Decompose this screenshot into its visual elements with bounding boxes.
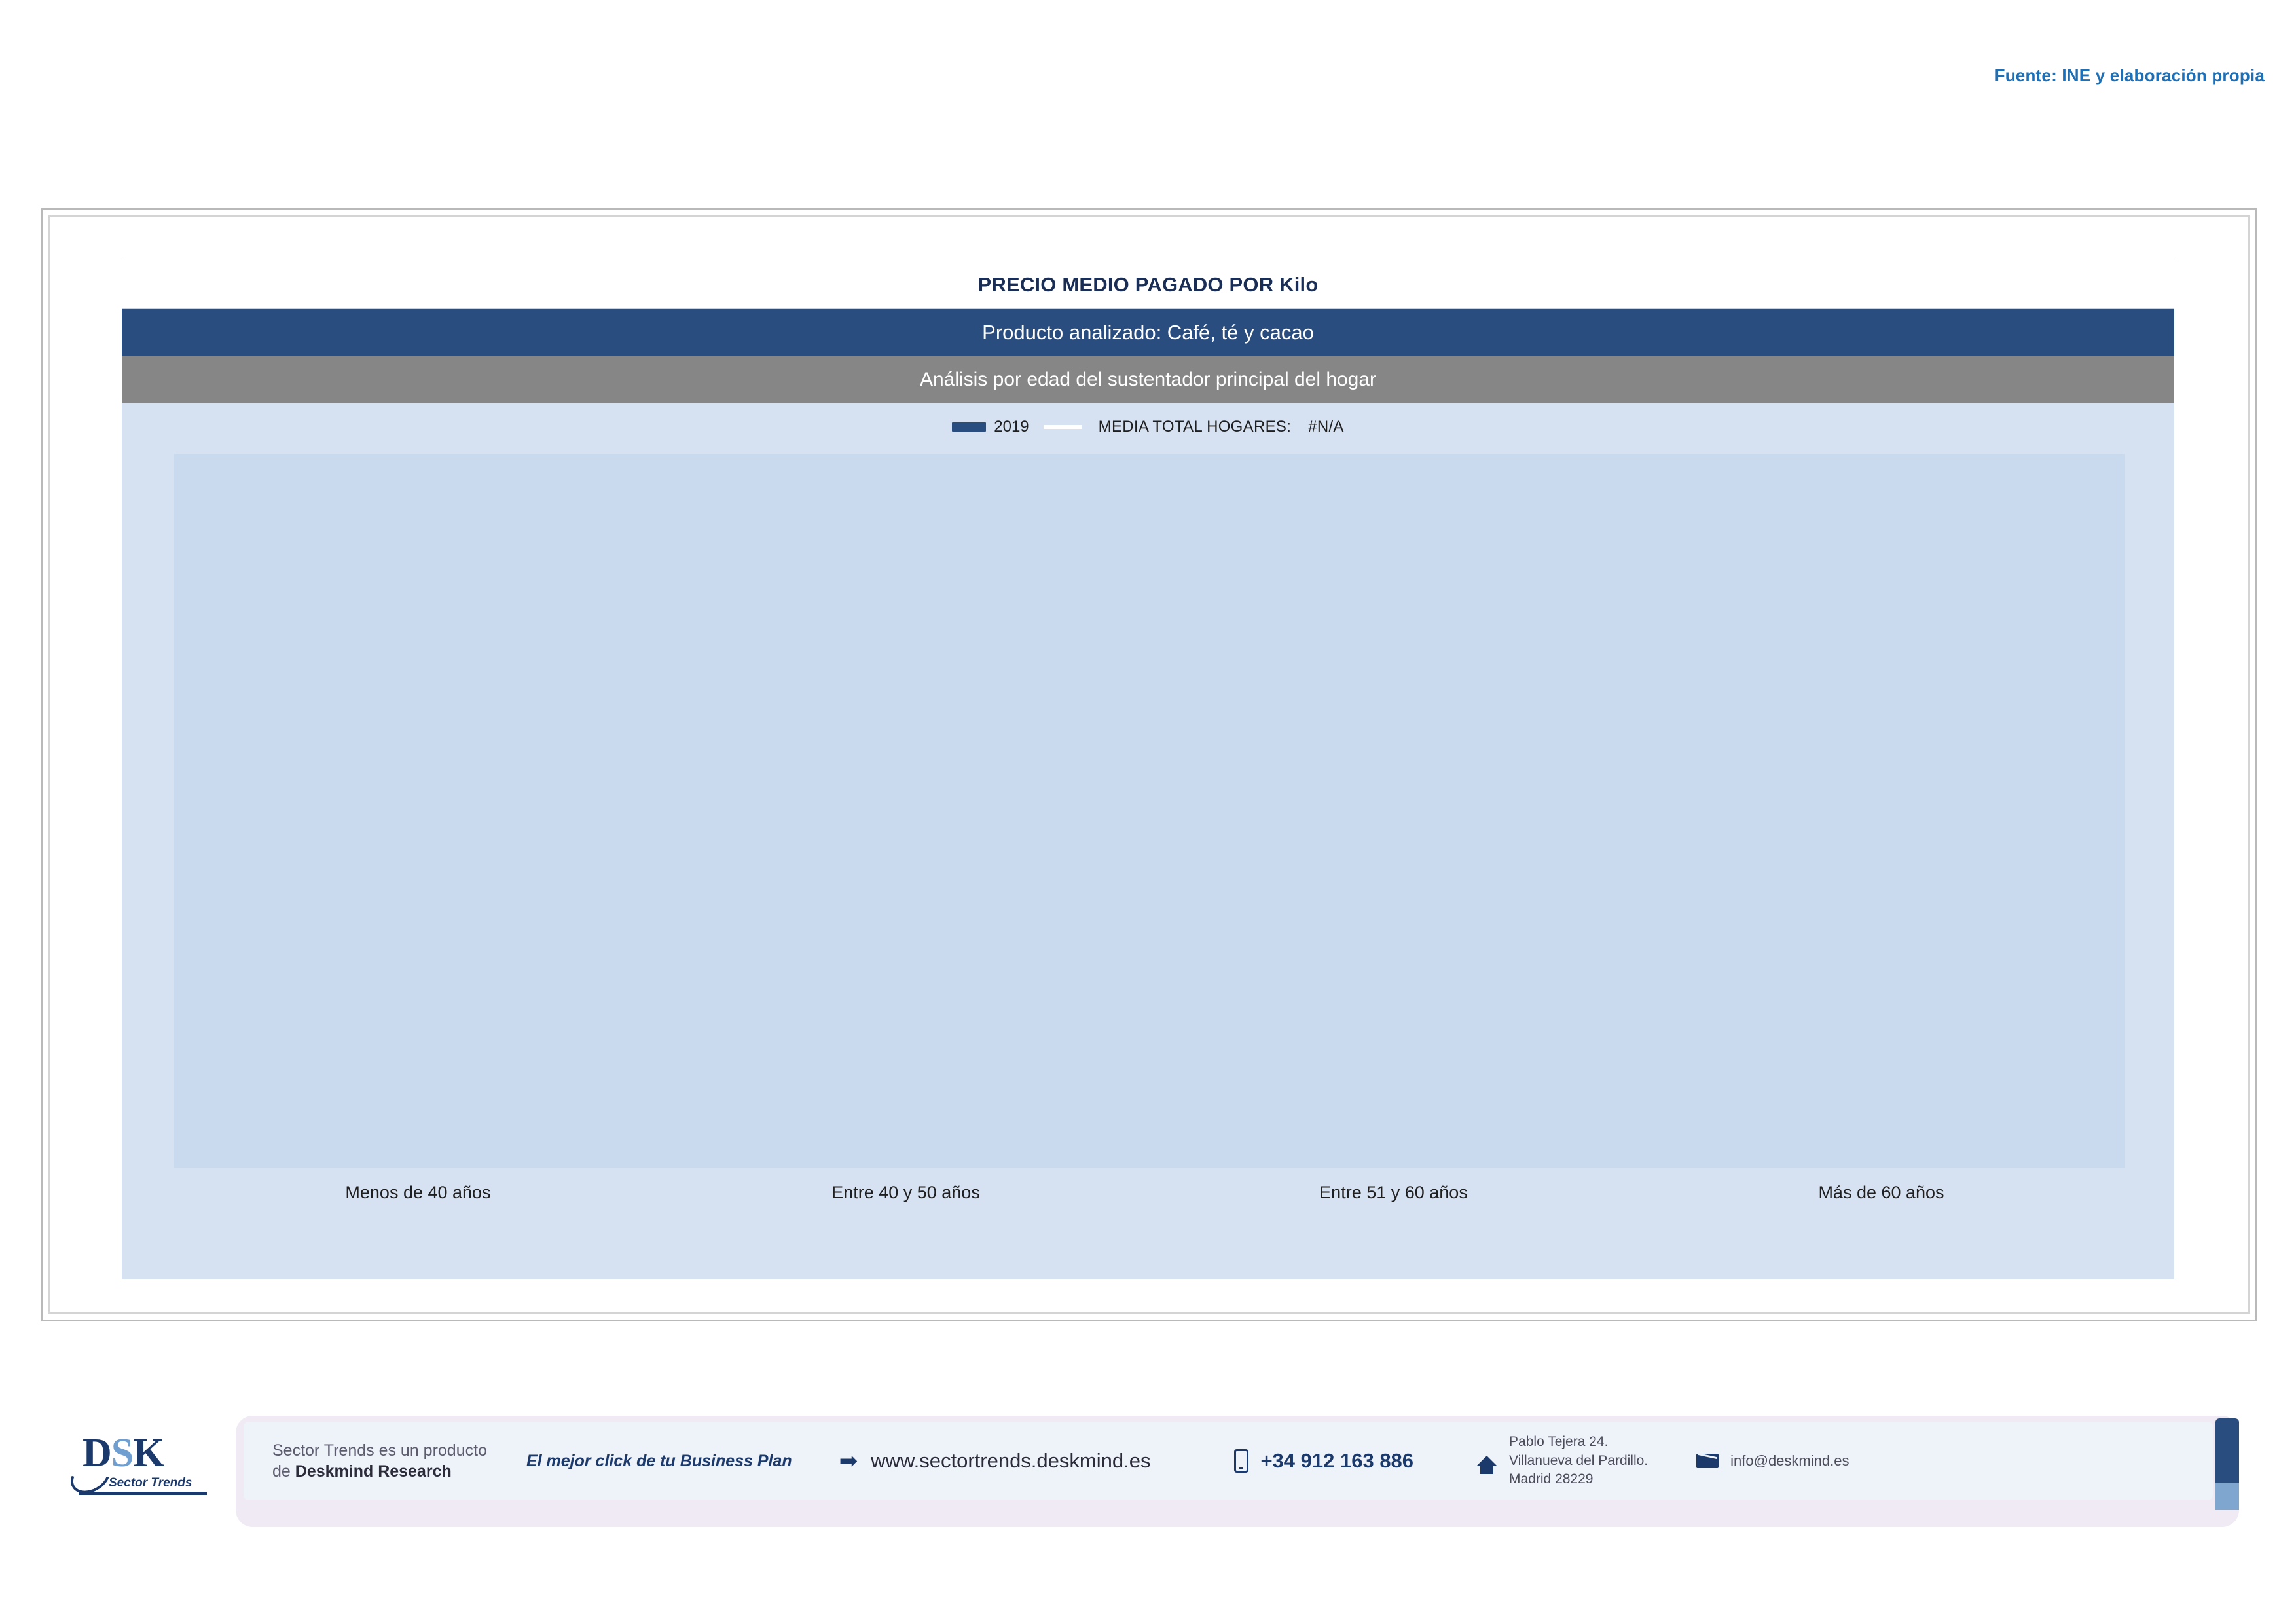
chart-legend: [122, 418, 2174, 436]
footer-product-line-2-prefix: de: [272, 1462, 295, 1481]
footer-email[interactable]: [1696, 1452, 1849, 1469]
arrow-right-icon: ➡: [839, 1449, 858, 1473]
footer-claim: El mejor click de tu Business Plan: [526, 1451, 792, 1470]
x-axis-tick-label: Más de 60 años: [1818, 1183, 1944, 1202]
legend-bar-swatch-icon: [952, 422, 986, 432]
footer-product-credit: [272, 1440, 487, 1483]
plot-inner: [174, 454, 2125, 1168]
chart-inner-frame: [48, 215, 2250, 1314]
chart-title: PRECIO MEDIO PAGADO POR Kilo: [122, 261, 2174, 309]
x-axis-tick-label: Entre 51 y 60 años: [1319, 1183, 1468, 1202]
chart-product-line: Producto analizado: Café, té y cacao: [122, 309, 2174, 356]
logo-main-text: DSK: [82, 1431, 164, 1475]
footer-info-strip: [244, 1422, 2213, 1500]
footer-website-text: www.sectortrends.deskmind.es: [871, 1449, 1151, 1472]
legend-series-label: 2019: [994, 418, 1029, 435]
footer-phone[interactable]: [1234, 1449, 1413, 1473]
footer-band: [59, 1408, 2239, 1536]
logo-dsk-sector-trends: [59, 1428, 223, 1506]
x-axis-category-labels: [174, 1183, 2125, 1203]
footer-website-link[interactable]: [839, 1449, 1151, 1473]
plot-area: [174, 454, 2125, 1168]
legend-total-label: MEDIA TOTAL HOGARES:: [1098, 418, 1292, 435]
chart-card: [122, 261, 2174, 1279]
home-icon: [1476, 1456, 1497, 1466]
footer-product-line-1: Sector Trends es un producto: [272, 1441, 487, 1460]
x-axis-tick-label: Menos de 40 años: [345, 1183, 491, 1202]
legend-item-2019: [952, 418, 1029, 436]
legend-item-total: [1044, 418, 1344, 436]
chart-plot-panel: [122, 403, 2174, 1279]
bar-series-2019: [174, 454, 2125, 1168]
footer-accent-tab: [2215, 1418, 2239, 1510]
x-axis-tick-label: Entre 40 y 50 años: [831, 1183, 980, 1202]
legend-total-value: #N/A: [1308, 418, 1344, 435]
logo-underline: [79, 1492, 207, 1495]
source-note: Fuente: INE y elaboración propia: [1994, 65, 2265, 85]
mobile-phone-icon: [1234, 1449, 1248, 1473]
chart-outer-frame: [41, 208, 2257, 1321]
footer-address-line-2: Villanueva del Pardillo.: [1509, 1452, 1649, 1468]
footer-address-line-3: Madrid 28229: [1509, 1471, 1594, 1487]
footer-address: [1476, 1433, 1648, 1488]
logo-sub-text: Sector Trends: [109, 1476, 192, 1490]
envelope-icon: [1696, 1454, 1719, 1468]
footer-product-line-2-strong: Deskmind Research: [295, 1462, 452, 1481]
legend-line-swatch-icon: [1044, 425, 1082, 429]
footer-accent-tab-light: [2215, 1483, 2239, 1510]
chart-analysis-line: Análisis por edad del sustentador principal del hogar: [122, 356, 2174, 403]
footer-address-line-1: Pablo Tejera 24.: [1509, 1434, 1609, 1450]
footer-phone-text: +34 912 163 886: [1260, 1449, 1414, 1472]
footer-email-text: info@deskmind.es: [1730, 1452, 1850, 1469]
